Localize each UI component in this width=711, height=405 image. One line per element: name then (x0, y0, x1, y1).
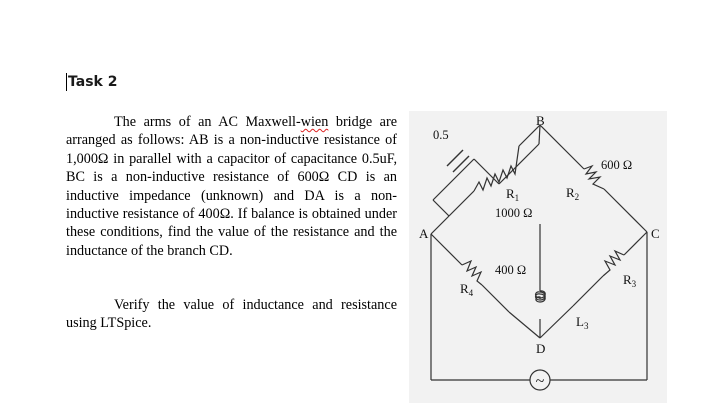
capacitor-value-label: 0.5 (433, 128, 449, 142)
spellcheck-word: wien (300, 114, 329, 130)
ac-source-tilde: ~ (535, 373, 545, 390)
r3-label-letter: R (623, 272, 632, 287)
node-label-b: B (536, 113, 545, 128)
verify-paragraph: Verify the value of inductance and resistance using LTSpice. (66, 297, 397, 332)
r4-value-label: 400 Ω (495, 263, 527, 277)
r3-label-subscript: 3 (631, 279, 637, 289)
r1-label-letter: R (506, 186, 515, 201)
r2-value-label: 600 Ω (601, 158, 633, 172)
node-label-a: A (419, 226, 429, 241)
r2-label-subscript: 2 (574, 192, 580, 202)
figure-background (409, 111, 667, 403)
paragraph-text-rest: bridge are arranged as follows: AB is a non-inductive resistance of 1,000Ω in parallel with a capacitor of capacitance 0.5uF, BC is a non-inductive resistance of 600Ω CD is an inductive impedance (unknown) and DA is a non-inductive resistance of 400Ω. If balance is obtained under these conditions, find the value of the resistance and the inductance of the branch CD. (66, 114, 397, 259)
page-title: Task 2 (68, 74, 118, 90)
r2-label-letter: R (566, 185, 575, 200)
task-paragraph (66, 113, 397, 260)
r4-label-letter: R (460, 281, 469, 296)
maxwell-wien-bridge-figure (409, 111, 667, 403)
bridge-circuit-diagram (409, 111, 667, 403)
l3-label-letter: L (576, 314, 584, 329)
r1-label-subscript: 1 (514, 193, 520, 203)
node-label-c: C (651, 226, 660, 241)
r4-label-subscript: 4 (468, 288, 474, 298)
node-label-d: D (536, 341, 546, 356)
l3-label-subscript: 3 (583, 321, 589, 331)
r1-value-label: 1000 Ω (495, 206, 533, 220)
paragraph-text-start: The arms of an AC Maxwell- (114, 114, 301, 130)
